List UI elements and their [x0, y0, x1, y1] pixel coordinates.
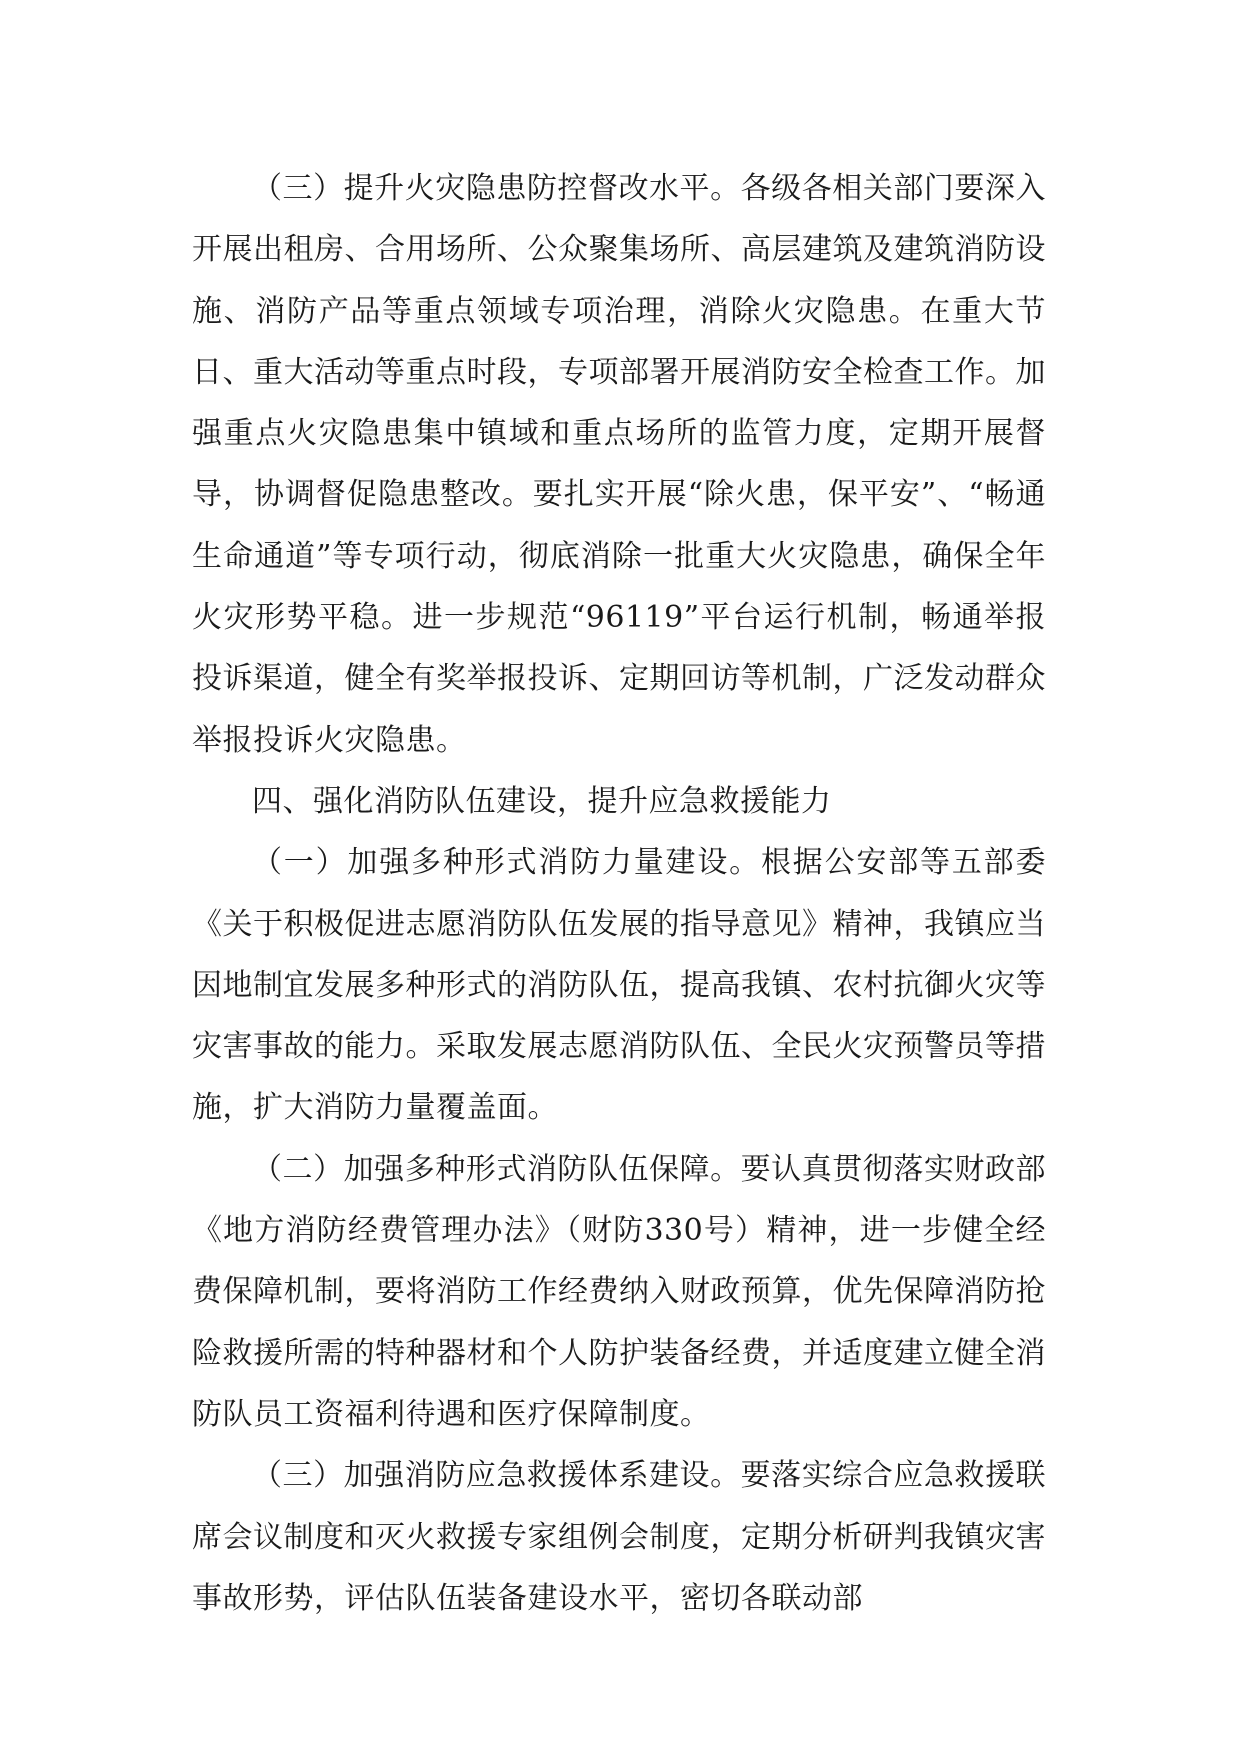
- paragraph-fire-brigade-support: （二）加强多种形式消防队伍保障。要认真贯彻落实财政部《地方消防经费管理办法》（财防330号）精神，进一步健全经费保障机制，要将消防工作经费纳入财政预算，优先保障消防抢险救援所需的特种器材和个人防护装备经费，并适度建立健全消防队员工资福利待遇和医疗保障制度。: [192, 1151, 1046, 1432]
- document-body: [192, 158, 1046, 1629]
- paragraph-fire-force-building: （一）加强多种形式消防力量建设。根据公安部等五部委《关于积极促进志愿消防队伍发展的指导意见》精神，我镇应当因地制宜发展多种形式的消防队伍，提高我镇、农村抗御火灾等灾害事故的能力。采取发展志愿消防队伍、全民火灾预警员等措施，扩大消防力量覆盖面。: [192, 845, 1046, 1126]
- paragraph-emergency-rescue-system: （三）加强消防应急救援体系建设。要落实综合应急救援联席会议制度和灭火救援专家组例会制度，定期分析研判我镇灾害事故形势，评估队伍装备建设水平，密切各联动部: [192, 1458, 1046, 1616]
- section-heading-fire-brigade: 四、强化消防队伍建设，提升应急救援能力: [252, 783, 832, 819]
- paragraph-fire-hazard-control: （三）提升火灾隐患防控督改水平。各级各相关部门要深入开展出租房、合用场所、公众聚集场所、高层建筑及建筑消防设施、消防产品等重点领域专项治理，消除火灾隐患。在重大节日、重大活动等重点时段，专项部署开展消防安全检查工作。加强重点火灾隐患集中镇域和重点场所的监管力度，定期开展督导，协调督促隐患整改。要扎实开展“除火患，保平安”、“畅通生命通道”等专项行动，彻底消除一批重大火灾隐患，确保全年火灾形势平稳。进一步规范“96119”平台运行机制，畅通举报投诉渠道，健全有奖举报投诉、定期回访等机制，广泛发动群众举报投诉火灾隐患。: [192, 171, 1046, 758]
